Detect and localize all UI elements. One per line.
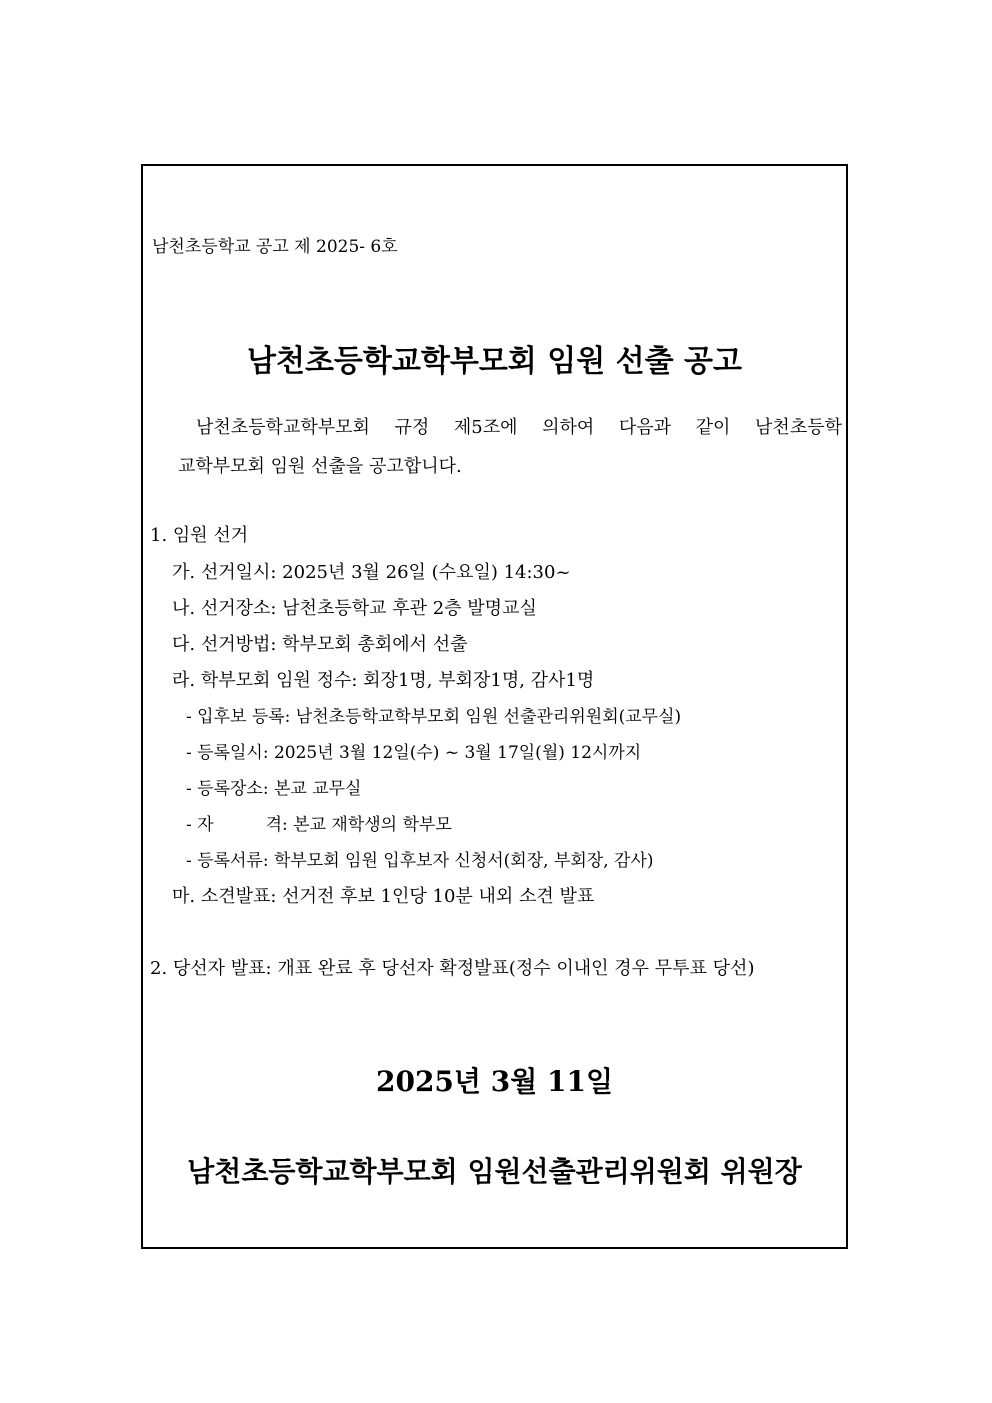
item-election-method: 다. 선거방법: 학부모회 총회에서 선출 bbox=[172, 634, 468, 655]
item-election-place: 나. 선거장소: 남천초등학교 후관 2층 발명교실 bbox=[172, 598, 537, 619]
signer: 남천초등학교학부모회 임원선출관리위원회 위원장 bbox=[187, 1155, 802, 1188]
sub-item-documents: - 등록서류: 학부모회 임원 입후보자 신청서(회장, 부회장, 감사) bbox=[186, 851, 654, 871]
qualification-value: 본교 재학생의 학부모 bbox=[293, 815, 452, 835]
qualification-label-a: - 자 bbox=[186, 815, 214, 835]
intro-line-1: 남천초등학교학부모회 규정 제5조에 의하여 다음과 같이 남천초등학 bbox=[196, 417, 842, 438]
item-speech: 마. 소견발표: 선거전 후보 1인당 10분 내외 소견 발표 bbox=[172, 886, 595, 907]
intro-line-2: 교학부모회 임원 선출을 공고합니다. bbox=[178, 456, 462, 477]
section-2-announcement: 2. 당선자 발표: 개표 완료 후 당선자 확정발표(정수 이내인 경우 무투표 당선) bbox=[150, 958, 755, 979]
sub-item-registration-period: - 등록일시: 2025년 3월 12일(수) ~ 3월 17일(월) 12시까지 bbox=[186, 743, 642, 763]
notice-number: 남천초등학교 공고 제 2025- 6호 bbox=[152, 237, 398, 257]
item-election-datetime: 가. 선거일시: 2025년 3월 26일 (수요일) 14:30~ bbox=[172, 562, 571, 583]
notice-date: 2025년 3월 11일 bbox=[375, 1065, 614, 1098]
sub-item-qualification bbox=[186, 810, 452, 835]
section-1-heading: 1. 임원 선거 bbox=[150, 525, 249, 546]
qualification-label-b: 격: bbox=[265, 815, 288, 835]
item-officer-quota: 라. 학부모회 임원 정수: 회장1명, 부회장1명, 감사1명 bbox=[172, 670, 595, 691]
sub-item-registration: - 입후보 등록: 남천초등학교학부모회 임원 선출관리위원회(교무실) bbox=[186, 707, 682, 727]
page-title: 남천초등학교학부모회 임원 선출 공고 bbox=[246, 344, 742, 379]
sub-item-registration-place: - 등록장소: 본교 교무실 bbox=[186, 779, 362, 799]
